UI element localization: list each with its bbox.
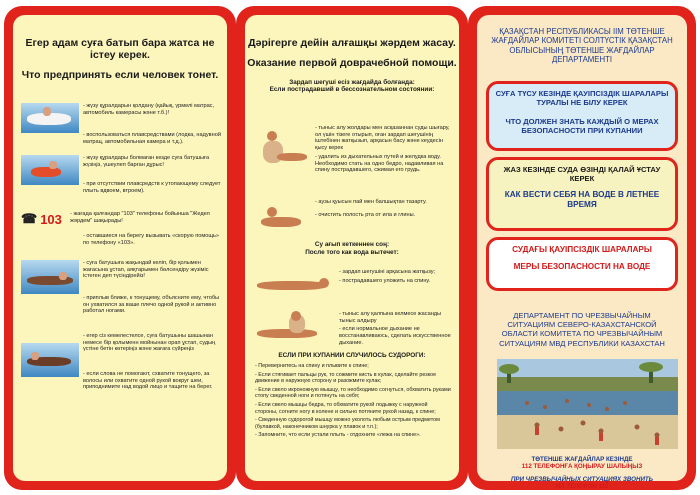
subheading2-kz: Су ағып кеткеннен соң: [314,241,390,248]
subheading-kz: Зардап шегуші есіз жағдайда болғанда: [289,79,415,86]
list-item [83,233,221,248]
item-ru: - приплыв ближе, к тонущему, объясните ему, чтобы он ухватился за ваше плечо одной рукой и активно работал ногами. [83,295,220,315]
box-ru: КАК ВЕСТИ СЕБЯ НА ВОДЕ В ЛЕТНЕЕ ВРЕМЯ [504,190,660,209]
item-ru: - оставшиеся на берегу вызывать «скорую помощь» по телефону «103». [83,233,219,246]
box-kz: СУДАҒЫ ҚАУІПСІЗДІК ШАРАЛАРЫ [512,245,652,254]
item-ru: - очистить полость рта от ила и глины. [315,211,416,218]
item-ru: - пострадавшего уложить на спину. [339,277,431,284]
box-kz: ЖАЗ КЕЗІНДЕ СУДА ӨЗІНДІ ҚАЛАЙ ҰСТАУ КЕРЕК [503,165,661,183]
info-box-water-safety [486,237,678,291]
item-ru: - при отсутствии плавсредств к утопающему следует плыть вдвоем, втроем). [83,181,221,194]
swimmer-approach-icon [21,260,79,294]
list-item: - Если свело икроножную мышцу, то необходимо согнуться, обхватить руками стопу сведенной ноги и потянуть на себя; [255,386,451,400]
swimmer-tow-icon [21,343,79,377]
phone-icon: ☎ [21,211,38,226]
list-item: - Если стягивает пальцы рук, то сожмите кисть в кулак, сделайте резкое движение в наружную сторону и разожмите кулак; [255,371,437,385]
item-ru: - воспользоваться плавсредствами (лодка, надувной матрац, автомобильная камера и т.д.). [83,132,221,145]
panel1-title-kz: Егер адам суға батып бара жатса не істеу керек. [25,37,215,61]
item-kz: - жүзу құралдарын қолдану (қайық, үрмелі матрас, автомобиль камерасы және т.б.)! [83,103,215,116]
list-item [83,181,221,196]
footer-ru-line2: НА ТЕЛЕФОН 112 [555,483,609,491]
info-box-summer-behavior [486,157,678,231]
item-kz: - жағада қалғандар "103" телефоны бойынша "Жедел жәрдем" шақырады! [70,211,210,224]
emergency-number: 103 [40,211,62,227]
rescue-boat-icon [21,103,79,133]
cramp-title: ЕСЛИ ПРИ КУПАНИИ СЛУЧИЛОСЬ СУДОРОГИ: [278,352,426,359]
list-item [253,125,453,176]
box-ru: МЕРЫ БЕЗОПАСНОСТИ НА ВОДЕ [513,262,651,271]
panel-first-aid [236,6,468,490]
list-item [253,311,453,349]
item-ru: - если слова не помогают, схватите тонущего, за волосы или охватите одной рукой вокруг шеи, приподнимите над водой лицо и тащите на берег. [83,371,213,391]
footer-ru [485,476,679,491]
list-item [83,295,221,317]
swimmer-float-icon [21,155,79,185]
ministry-header: ҚАЗАҚСТАН РЕСПУБЛИКАСЫ ІІМ ТӨТЕНШЕ ЖАҒДАЙЛАР КОМИТЕТІ СОЛТҮСТІК ҚАЗАҚСТАН ОБЛЫСЫНЫҢ ТӨТЕНШЕ ЖАҒДАЙЛАР ДЕПАРТАМЕНТІ [491,27,673,65]
first-aid-scene-icon [253,125,311,175]
panel2-title-kz: Дәрігерге дейін алғашқы жәрдем жасау. [248,37,456,49]
mouth-cleaning-icon [253,199,311,235]
cramp-list [255,363,451,441]
list-item [21,103,221,133]
footer-kz-line2: 112 ТЕЛЕФОНҒА ҚОҢЫРАУ ШАЛЫҢЫЗ [521,463,643,471]
item-kz: - зардап шегушіні арқасына жатқызу; [339,269,436,275]
subheading2-ru: После того как вода вытечет: [305,249,399,256]
recovery-position-icon [253,269,335,297]
info-box-safety-knowledge [486,81,678,151]
item-kz: - тыныс алу қалпына келмесе жасанды тыныс алдыру [339,311,442,324]
list-item [21,260,221,294]
list-item: - Если свело мышцы бедра, то обхватите рукой лодыжку с наружной стороны, согните ногу в колене и сильно потяните рукой назад, к спине; [255,401,436,415]
item-kz: - аузы қуысын пай мен балшықтан тазарту. [315,199,427,205]
footer-ru-line1: ПРИ ЧРЕЗВЫЧАЙНЫХ СИТУАЦИЯХ ЗВОНИТЬ [510,476,654,483]
item-kz: - егер сіз кемелестелсе, суға батушыны шашынан немесе бір қолыменн мойнынан орап ұстап, судың үстіне бетін көтеріңіз және жағаға сүйреңіз [83,333,216,353]
item-kz: - суға батушыға жақындай келіп, бір қолымен жағасына ұстап, аяқтарымен бөлсендіру жүзіміс істеген деп түсіндірейіз! [83,260,209,280]
list-item [83,371,221,393]
box-kz: СУҒА ТҮСУ КЕЗІНДЕ ҚАУІПСІЗДІК ШАРАЛАРЫ ТУРАЛЫ НЕ БІЛУ КЕРЕК [495,89,669,107]
item-kz: - жүзу құралдары болмаған кезде суға батушыға жүзіңіз, үшеулеп барған дұрыс! [83,155,210,168]
list-item: - Перевернитесь на спину и плывите к спине; [255,363,369,369]
brochure [4,6,696,490]
panel-drowning-help [4,6,236,490]
list-item [83,132,221,147]
footer-kz-line1: ТӨТЕНШЕ ЖАҒДАЙЛАР КЕЗІНДЕ [531,456,633,463]
list-item [253,199,453,235]
item-ru: - удалить из дыхательных путей и желудка воду. Необходимо стать на одно бедро, надавливая на спину пострадавшего, сжимая его грудь. [315,153,444,174]
footer-kz [485,456,679,471]
list-item [21,211,221,227]
list-item [253,269,453,297]
panel1-title-ru: Что предпринять если человек тонет. [21,69,219,81]
beach-photo [497,359,673,449]
panel2-title-ru: Оказание первой доврачебной помощи. [247,57,457,69]
subheading-ru: Если пострадавший в бессознательном состоянии: [269,86,435,94]
item-ru: - если нормальное дыхание не восстанавливаюсь, сделать искусственное дыхание. [339,326,451,346]
list-item: - Сведенную судорогой мышцу можно уколоть любым острым предметом (булавкой, наконечником шнурка у плавок и т.п.); [255,417,440,430]
cpr-icon [253,311,335,343]
list-item: - Запомните, что если устали плыть - отдохните «лежа на спине». [255,432,421,439]
box-ru: ЧТО ДОЛЖЕН ЗНАТЬ КАЖДЫЙ О МЕРАХ БЕЗОПАСНОСТИ ПРИ КУПАНИИ [505,117,659,135]
item-kz: - тыныс алу жолдары мен асқазаннан суды шығару, ол үшін тізеге отырып, оған зардап шегушінің іштебінен жатқызып, арқасын басу және кеудесін қысу керек [315,125,450,152]
panel-cover [468,6,696,490]
department-name: ДЕПАРТАМЕНТ ПО ЧРЕЗВЫЧАЙНЫМ СИТУАЦИЯМ СЕВЕРО-КАЗАХСТАНСКОЙ ОБЛАСТИ КОМИТЕТА ПО ЧРЕЗВЫЧАЙНЫМ СИТУАЦИЯМ МВД РЕСПУБЛИКИ КАЗАХСТАН [499,311,665,348]
